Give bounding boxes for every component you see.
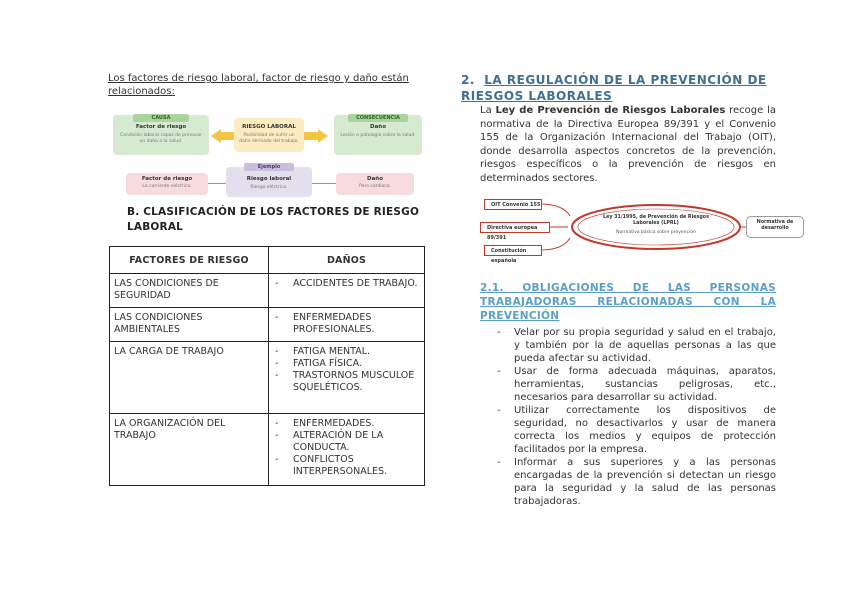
- dano-item: - CONFLICTOS INTERPERSONALES.: [293, 454, 420, 478]
- right-arrow-body: [304, 132, 318, 140]
- consecuencia-tag: CONSECUENCIA: [348, 114, 408, 122]
- causa-name: Factor de riesgo: [135, 124, 187, 130]
- input-oit: OIT Convenio 155: [484, 199, 542, 210]
- danos-cell: [269, 342, 425, 414]
- riesgo-box: [234, 118, 304, 152]
- consecuencia-box: [334, 115, 422, 155]
- table-row: [110, 274, 425, 308]
- dano-example-box: [336, 173, 414, 195]
- header-factores: FACTORES DE RIESGO: [110, 247, 269, 274]
- list-item: - Usar de forma adecuada máquinas, aparatos, herramientas, sustancias peligrosas, etc., necesarios para desarrollar su actividad.: [480, 365, 776, 404]
- connector-left: [208, 183, 226, 184]
- table-row: [110, 414, 425, 486]
- intro-text: Los factores de riesgo laboral, factor de riesgo y daño están relacionados:: [108, 73, 409, 97]
- dano-example-name: Daño: [367, 176, 383, 182]
- dano-item: - FATIGA FÍSICA.: [293, 358, 420, 370]
- connector-right: [312, 183, 336, 184]
- dano-item: - ENFERMEDADES.: [293, 418, 420, 430]
- causa-desc: Condición laboral capaz de provocar un daño a la salud.: [119, 133, 203, 144]
- riesgo-name: RIESGO LABORAL: [242, 124, 296, 130]
- factor-cell: LAS CONDICIONES DE SEGURIDAD: [110, 274, 269, 308]
- para-post: recoge la normativa de la Directiva Europea 89/391 y el Convenio 155 de la Organización Internacional del Trabajo (OIT), donde desarrolla aspectos concretos de la prevención, riesgos específicos o la prevención de riesgos en determinados sectores.: [480, 105, 776, 184]
- risk-relation-diagram: [108, 111, 426, 201]
- table-header-row: [110, 247, 425, 274]
- danos-cell: [269, 414, 425, 486]
- factor-example-box: [126, 173, 208, 195]
- consecuencia-name: Daño: [370, 124, 386, 130]
- input-constitucion: Constitución española: [484, 245, 542, 256]
- regulation-diagram: [478, 196, 808, 264]
- list-item: - Velar por su propia seguridad y salud en el trabajo, y también por la de aquellas personas a las que pueda afectar su actividad.: [480, 326, 776, 365]
- dano-item: - ACCIDENTES DE TRABAJO.: [293, 278, 420, 290]
- factor-cell: LA ORGANIZACIÓN DEL TRABAJO: [110, 414, 269, 486]
- dano-item: - FATIGA MENTAL.: [293, 346, 420, 358]
- danos-cell: [269, 308, 425, 342]
- factor-example-desc: La corriente eléctrica.: [142, 184, 192, 189]
- riesgo-desc: Posibilidad de sufrir un daño derivado del trabajo.: [239, 133, 299, 144]
- risk-factors-table: [109, 246, 425, 486]
- dano-item: - ENFERMEDADES PROFESIONALES.: [293, 312, 420, 336]
- para-bold: Ley de Prevención de Riesgos Laborales: [495, 105, 726, 116]
- section-2-1-heading: 2.1. OBLIGACIONES DE LAS PERSONAS TRABAJADORAS RELACIONADAS CON LA PREVENCIÓN: [480, 282, 776, 322]
- factor-example-name: Factor de riesgo: [141, 176, 193, 182]
- table-row: [110, 308, 425, 342]
- header-danos: DAÑOS: [269, 247, 425, 274]
- dano-example-desc: Paro cardíaco.: [359, 184, 391, 189]
- consecuencia-desc: Lesión o patología sobre la salud.: [340, 133, 416, 138]
- left-arrow-body: [220, 132, 234, 140]
- section-2-heading: [461, 72, 777, 104]
- ejemplo-tag: Ejemplo: [244, 163, 294, 171]
- list-item: - Utilizar correctamente los dispositivos de seguridad, no desactivarlos y usar de manera correcta los medios y equipos de protección facilitados por la empresa.: [480, 404, 776, 456]
- dano-item: - TRASTORNOS MUSCULOESQUELÉTICOS.: [293, 370, 420, 394]
- ejemplo-name: Riesgo laboral: [246, 176, 292, 182]
- obligaciones-list: [480, 326, 776, 508]
- dano-item: - ALTERACIÓN DE LA CONDUCTA.: [293, 430, 420, 454]
- factor-cell: LA CARGA DE TRABAJO: [110, 342, 269, 414]
- lprl-paragraph: [480, 104, 776, 185]
- ejemplo-desc: Riesgo eléctrico.: [250, 185, 288, 190]
- list-item: - Informar a sus superiores y a las personas encargadas de la prevención si detectan un riesgo para la seguridad y la salud de las personas trabajadoras.: [480, 456, 776, 508]
- section-2-number: 2.: [461, 73, 475, 87]
- causa-box: [113, 115, 209, 155]
- law-title: Ley 31/1995, de Prevención de Riesgos Laborales (LPRL): [603, 215, 709, 226]
- ejemplo-box: [226, 164, 312, 197]
- law-subtitle: Normativa básica sobre prevención: [616, 230, 696, 235]
- causa-tag: CAUSA: [133, 114, 189, 122]
- output-normativa: Normativa de desarrollo: [746, 216, 804, 238]
- danos-cell: [269, 274, 425, 308]
- section-2-title: LA REGULACIÓN DE LA PREVENCIÓN DE RIESGOS LABORALES: [461, 73, 767, 103]
- right-arrow-icon: [318, 129, 328, 143]
- factor-cell: LAS CONDICIONES AMBIENTALES: [110, 308, 269, 342]
- section-b-heading: B. CLASIFICACIÓN DE LOS FACTORES DE RIESGO LABORAL: [127, 206, 420, 233]
- table-row: [110, 342, 425, 414]
- para-pre: La: [480, 105, 496, 116]
- input-directiva: Directiva europea 89/391: [480, 222, 550, 233]
